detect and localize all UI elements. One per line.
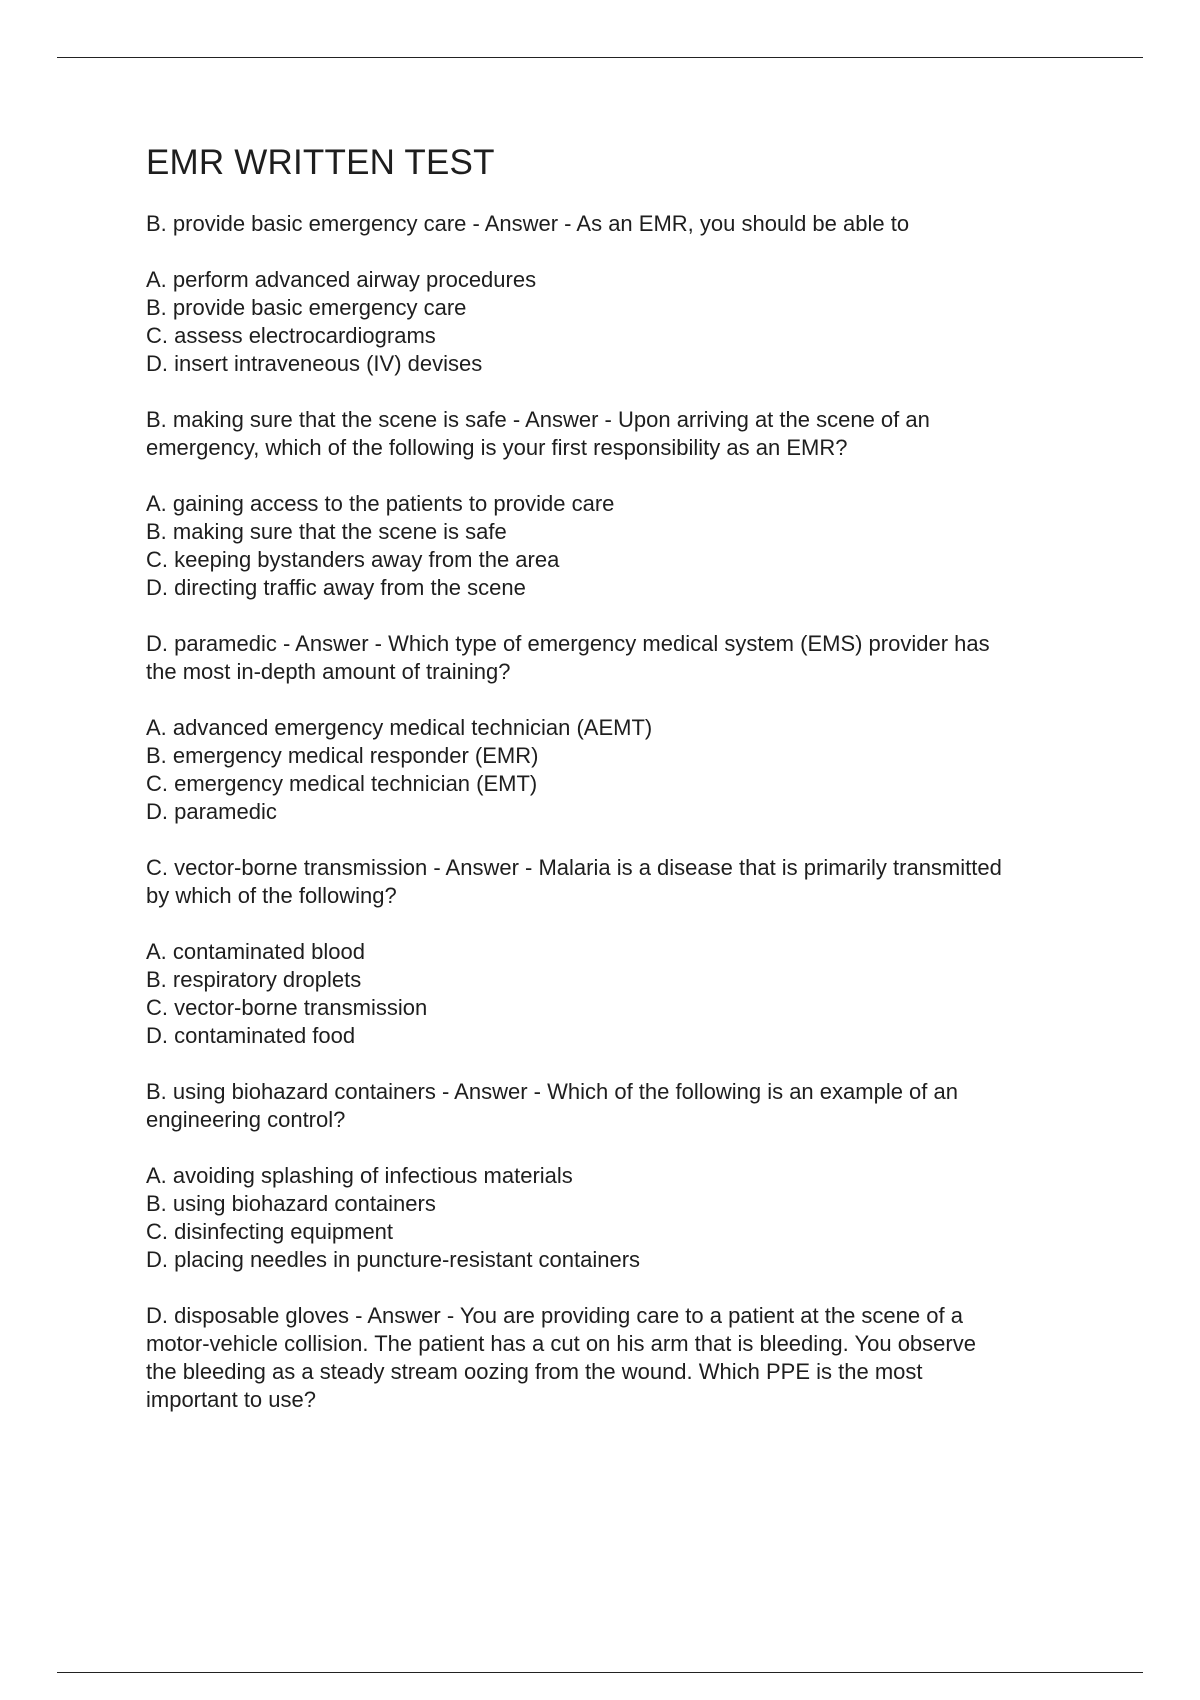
option-list bbox=[146, 266, 1106, 378]
question-text: D. paramedic - Answer - Which type of emergency medical system (EMS) provider has the most in-depth amount of training? bbox=[146, 631, 990, 684]
option-c: C. emergency medical technician (EMT) bbox=[146, 771, 538, 796]
question-block-4 bbox=[146, 854, 1106, 1050]
question-block-5 bbox=[146, 1078, 1106, 1274]
option-a: A. avoiding splashing of infectious materials bbox=[146, 1163, 573, 1188]
option-b: B. emergency medical responder (EMR) bbox=[146, 743, 539, 768]
footer-rule bbox=[57, 1672, 1143, 1673]
option-a: A. advanced emergency medical technician (AEMT) bbox=[146, 715, 653, 740]
question-text: D. disposable gloves - Answer - You are providing care to a patient at the scene of a motor-vehicle collision. The patient has a cut on his arm that is bleeding. You observe the bleeding as a steady stream oozing from the wound. Which PPE is the most important to use? bbox=[146, 1303, 976, 1412]
option-d: D. insert intraveneous (IV) devises bbox=[146, 351, 483, 376]
question-block-2 bbox=[146, 406, 1106, 602]
option-d: D. directing traffic away from the scene bbox=[146, 575, 526, 600]
question-text: C. vector-borne transmission - Answer - Malaria is a disease that is primarily transmitted by which of the following? bbox=[146, 855, 1002, 908]
option-list bbox=[146, 938, 1106, 1050]
question-block-6 bbox=[146, 1302, 1106, 1414]
option-c: C. keeping bystanders away from the area bbox=[146, 547, 560, 572]
option-b: B. provide basic emergency care bbox=[146, 295, 467, 320]
option-b: B. respiratory droplets bbox=[146, 967, 362, 992]
option-d: D. contaminated food bbox=[146, 1023, 356, 1048]
option-c: C. vector-borne transmission bbox=[146, 995, 428, 1020]
option-list bbox=[146, 714, 1106, 826]
option-c: C. assess electrocardiograms bbox=[146, 323, 436, 348]
question-text: B. provide basic emergency care - Answer - As an EMR, you should be able to bbox=[146, 211, 910, 236]
option-list bbox=[146, 1162, 1106, 1274]
question-text: B. making sure that the scene is safe - Answer - Upon arriving at the scene of an emergency, which of the following is your first responsibility as an EMR? bbox=[146, 407, 930, 460]
option-list bbox=[146, 490, 1106, 602]
question-block-3 bbox=[146, 630, 1106, 826]
question-block-1 bbox=[146, 210, 1106, 378]
option-a: A. perform advanced airway procedures bbox=[146, 267, 537, 292]
page-title: EMR WRITTEN TEST bbox=[146, 143, 495, 182]
option-c: C. disinfecting equipment bbox=[146, 1219, 394, 1244]
option-b: B. making sure that the scene is safe bbox=[146, 519, 507, 544]
header-rule bbox=[57, 57, 1143, 58]
option-b: B. using biohazard containers bbox=[146, 1191, 436, 1216]
option-d: D. placing needles in puncture-resistant containers bbox=[146, 1247, 641, 1272]
document-body bbox=[146, 140, 1106, 1442]
option-d: D. paramedic bbox=[146, 799, 277, 824]
question-text: B. using biohazard containers - Answer - Which of the following is an example of an engineering control? bbox=[146, 1079, 958, 1132]
option-a: A. contaminated blood bbox=[146, 939, 365, 964]
option-a: A. gaining access to the patients to provide care bbox=[146, 491, 615, 516]
